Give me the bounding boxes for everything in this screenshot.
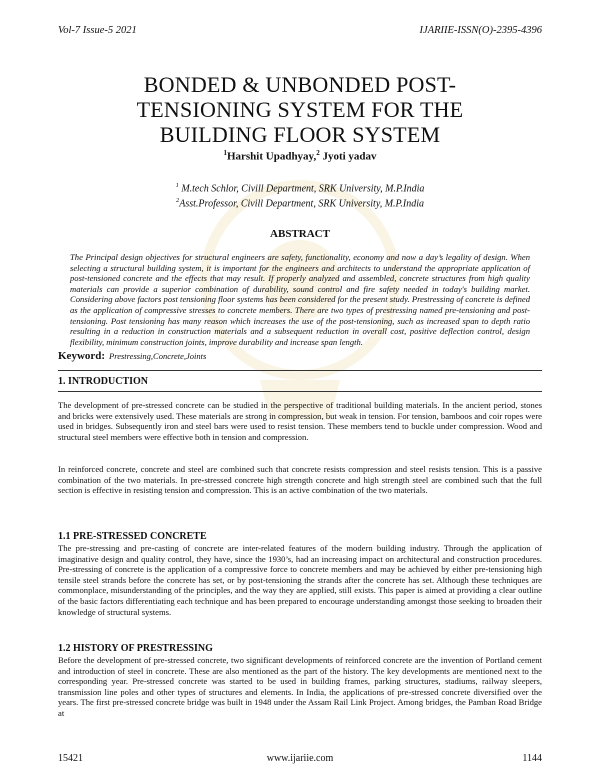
affiliation-2 xyxy=(60,195,540,210)
affiliation-2-text: Asst.Professor, Civill Department, SRK University, M.P.India xyxy=(179,198,424,210)
author-2: Jyoti yadav xyxy=(319,150,377,163)
introduction-paragraph-1: The development of pre-stressed concrete can be studied in the perspective of traditional building materials. In the ancient period, stones and bricks were extensively used. These materials are strong in compression, but weak in tension. For tension, bamboos and coir ropes were used in bridges. Subsequently iron and steel bars were used to resist tension. These members tend to buckle under compression. Wood and structural steel members were effective both in tension and compression. xyxy=(58,400,542,442)
footer-page-number: 1144 xyxy=(522,753,542,764)
paper-title xyxy=(60,72,540,147)
affiliation-2-sup: 2 xyxy=(176,197,180,205)
prestressed-concrete-paragraph: The pre-stressing and pre-casting of concrete are inter-related features of the modern building industry. Through the application of imaginative design and quality control, they have, since the 1930’s, had an increasing impact on architectural and construction procedures. Pre-stressing of concrete is the application of a compressive force to concrete members and may be achieved by either pre-tensioning high tensile steel strands before the concrete has set, or by post-tensioning the strands after the concrete has set. Although these techniques are commonplace, misunderstanding of the principles, and the way they are applied, still exists. This paper is aimed at providing a clear outline of the basic factors differentiating each technique and has been prepared to encourage understanding amongst those seeking to broaden their knowledge of structural systems. xyxy=(58,543,542,617)
section-heading-introduction: 1. INTRODUCTION xyxy=(58,376,149,387)
abstract-heading: ABSTRACT xyxy=(270,228,330,240)
author-list xyxy=(60,149,540,163)
journal-volume-issue: Vol-7 Issue-5 2021 xyxy=(58,25,137,36)
keyword-line xyxy=(58,350,206,362)
affiliation-1-text: M.tech Schlor, Civill Department, SRK University, M.P.India xyxy=(178,183,425,195)
affiliation-1 xyxy=(60,180,540,195)
divider xyxy=(58,370,542,371)
affiliation-1-sup: 1 xyxy=(175,182,179,189)
section-heading-prestressed-concrete: 1.1 PRE-STRESSED CONCRETE xyxy=(58,531,207,542)
title-line: BONDED & UNBONDED POST- xyxy=(143,72,457,97)
history-paragraph: Before the development of pre-stressed concrete, two significant developments of reinforced concrete are the invention of Portland cement and introduction of steel in concrete. These are also mentioned as the part of the history. The key developments are mentioned next to the corresponding year. Pre-stressed concrete was started to be used in building frames, parking structures, stadiums, railway sleepers, transmission line poles and other types of structures and elements. In India, the applications of pre-stressed concrete diversified over the years. The first pre-stressed concrete bridge was built in 1948 under the Assam Rail Link Project. Among bridges, the Pamban Road Bridge at xyxy=(58,655,542,718)
keyword-label: Keyword: xyxy=(58,350,106,362)
divider xyxy=(58,391,542,392)
journal-issn: IJARIIE-ISSN(O)-2395-4396 xyxy=(419,25,542,36)
author-1: Harshit Upadhyay, xyxy=(226,150,317,163)
keyword-values: Prestressing,Concrete,Joints xyxy=(109,351,207,361)
title-line: BUILDING FLOOR SYSTEM xyxy=(159,122,441,147)
affiliations xyxy=(60,180,540,211)
author-2-sup: 2 xyxy=(316,149,320,157)
introduction-paragraph-2: In reinforced concrete, concrete and steel are combined such that concrete resists compression and steel resists tension. This is a passive combination of the two materials. In pre-stressed concrete high strength concrete and high strength steel are combined such that the full section is effective in resisting tension and compression. This is an active combination of the two materials. xyxy=(58,464,542,496)
author-1-sup: 1 xyxy=(223,149,227,157)
section-heading-history: 1.2 HISTORY OF PRESTRESSING xyxy=(58,643,213,654)
footer-paper-id: 15421 xyxy=(58,753,83,764)
footer-website: www.ijariie.com xyxy=(266,753,334,764)
title-line: TENSIONING SYSTEM FOR THE xyxy=(136,97,464,122)
abstract-text: The Principal design objectives for structural engineers are safety, functionality, economy and now a day’s legality of design. When selecting a structural building system, it is important for the engineers and architects to understand the appropriate application of post-tensioned concrete and the effects that may result. If properly analyzed and assembled, concrete structures from high quality materials can provide a superior combination of durability, sound control and fire safety needed in today's building market. Considering above factors post tensioning floor systems has been considered for the present study. Prestressing of concrete is defined as the application of compressive stresses to concrete members. There are two types of prestressing named pre-tensioning and post-tensioning. Post tensioning has many reason which increases the use of the post-tensioning, such as increased span to depth ratio resulting in a reduction in construction materials and a subsequent reduction in overall cost, positive deflection control, design flexibility, minimum construction joints, improve durability and increase span length. xyxy=(70,252,530,347)
